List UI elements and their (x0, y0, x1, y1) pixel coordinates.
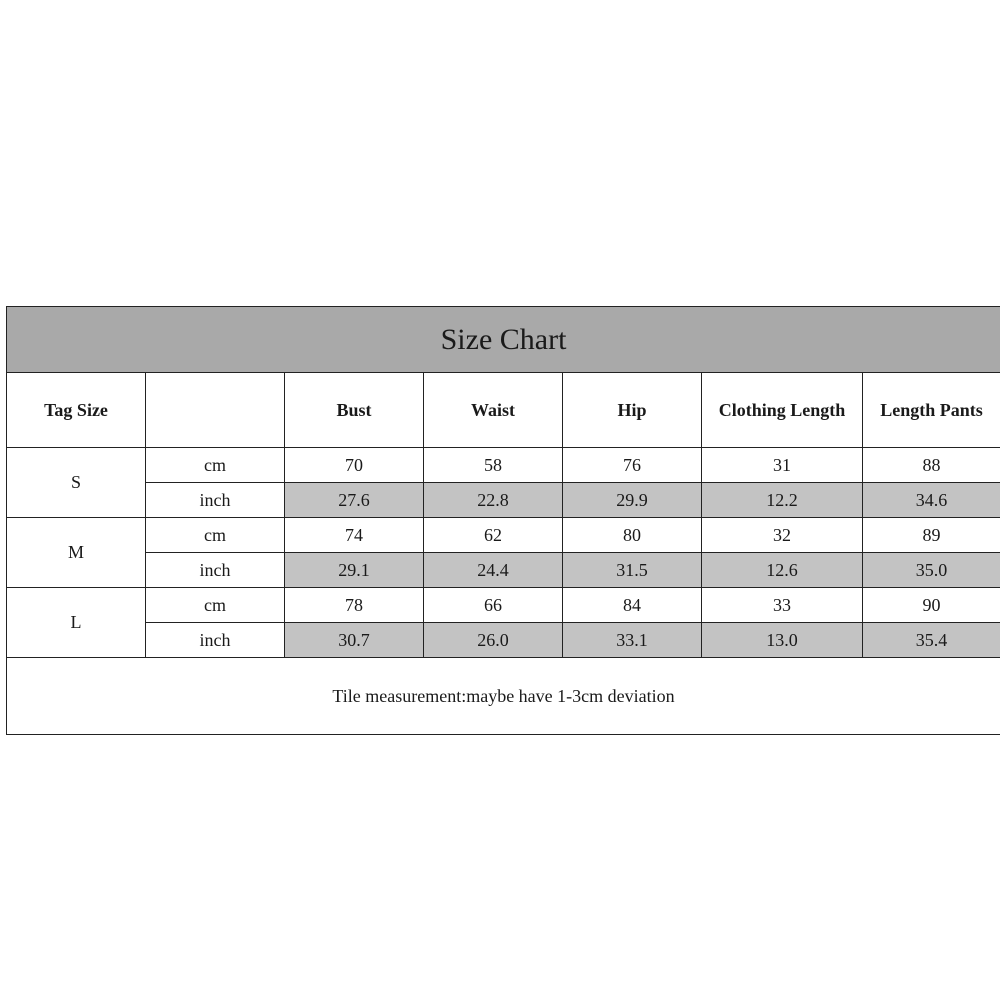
value-cell: 29.1 (285, 553, 424, 588)
title-row (7, 307, 1000, 373)
value-cell: 66 (424, 588, 563, 623)
value-cell: 88 (863, 448, 1000, 483)
value-cell: 12.6 (702, 553, 863, 588)
header-clothing-length: Clothing Length (702, 373, 863, 448)
value-cell: 31.5 (563, 553, 702, 588)
value-cell: 31 (702, 448, 863, 483)
size-chart-table (6, 306, 1000, 735)
value-cell: 76 (563, 448, 702, 483)
value-cell: 27.6 (285, 483, 424, 518)
table-row-s-inch (7, 483, 1000, 518)
header-bust: Bust (285, 373, 424, 448)
header-unit (146, 373, 285, 448)
value-cell: 32 (702, 518, 863, 553)
header-hip: Hip (563, 373, 702, 448)
header-waist: Waist (424, 373, 563, 448)
value-cell: 33 (702, 588, 863, 623)
value-cell: 89 (863, 518, 1000, 553)
table-row-l-cm (7, 588, 1000, 623)
value-cell: 80 (563, 518, 702, 553)
unit-cm: cm (146, 518, 285, 553)
unit-cm: cm (146, 588, 285, 623)
unit-inch: inch (146, 623, 285, 658)
unit-inch: inch (146, 483, 285, 518)
value-cell: 33.1 (563, 623, 702, 658)
table-row-s-cm (7, 448, 1000, 483)
header-length-pants: Length Pants (863, 373, 1000, 448)
table-row-m-inch (7, 553, 1000, 588)
value-cell: 12.2 (702, 483, 863, 518)
size-label-l: L (7, 588, 146, 658)
unit-inch: inch (146, 553, 285, 588)
value-cell: 74 (285, 518, 424, 553)
value-cell: 34.6 (863, 483, 1000, 518)
table-row-m-cm (7, 518, 1000, 553)
value-cell: 13.0 (702, 623, 863, 658)
header-tag-size: Tag Size (7, 373, 146, 448)
value-cell: 90 (863, 588, 1000, 623)
header-row (7, 373, 1000, 448)
value-cell: 35.0 (863, 553, 1000, 588)
unit-cm: cm (146, 448, 285, 483)
value-cell: 62 (424, 518, 563, 553)
value-cell: 78 (285, 588, 424, 623)
value-cell: 24.4 (424, 553, 563, 588)
size-label-s: S (7, 448, 146, 518)
note-row (7, 658, 1000, 735)
table-row-l-inch (7, 623, 1000, 658)
value-cell: 30.7 (285, 623, 424, 658)
value-cell: 58 (424, 448, 563, 483)
value-cell: 29.9 (563, 483, 702, 518)
value-cell: 84 (563, 588, 702, 623)
measurement-note: Tile measurement:maybe have 1-3cm deviation (7, 658, 1000, 735)
value-cell: 35.4 (863, 623, 1000, 658)
value-cell: 26.0 (424, 623, 563, 658)
value-cell: 70 (285, 448, 424, 483)
size-label-m: M (7, 518, 146, 588)
value-cell: 22.8 (424, 483, 563, 518)
table-title: Size Chart (7, 307, 1000, 373)
